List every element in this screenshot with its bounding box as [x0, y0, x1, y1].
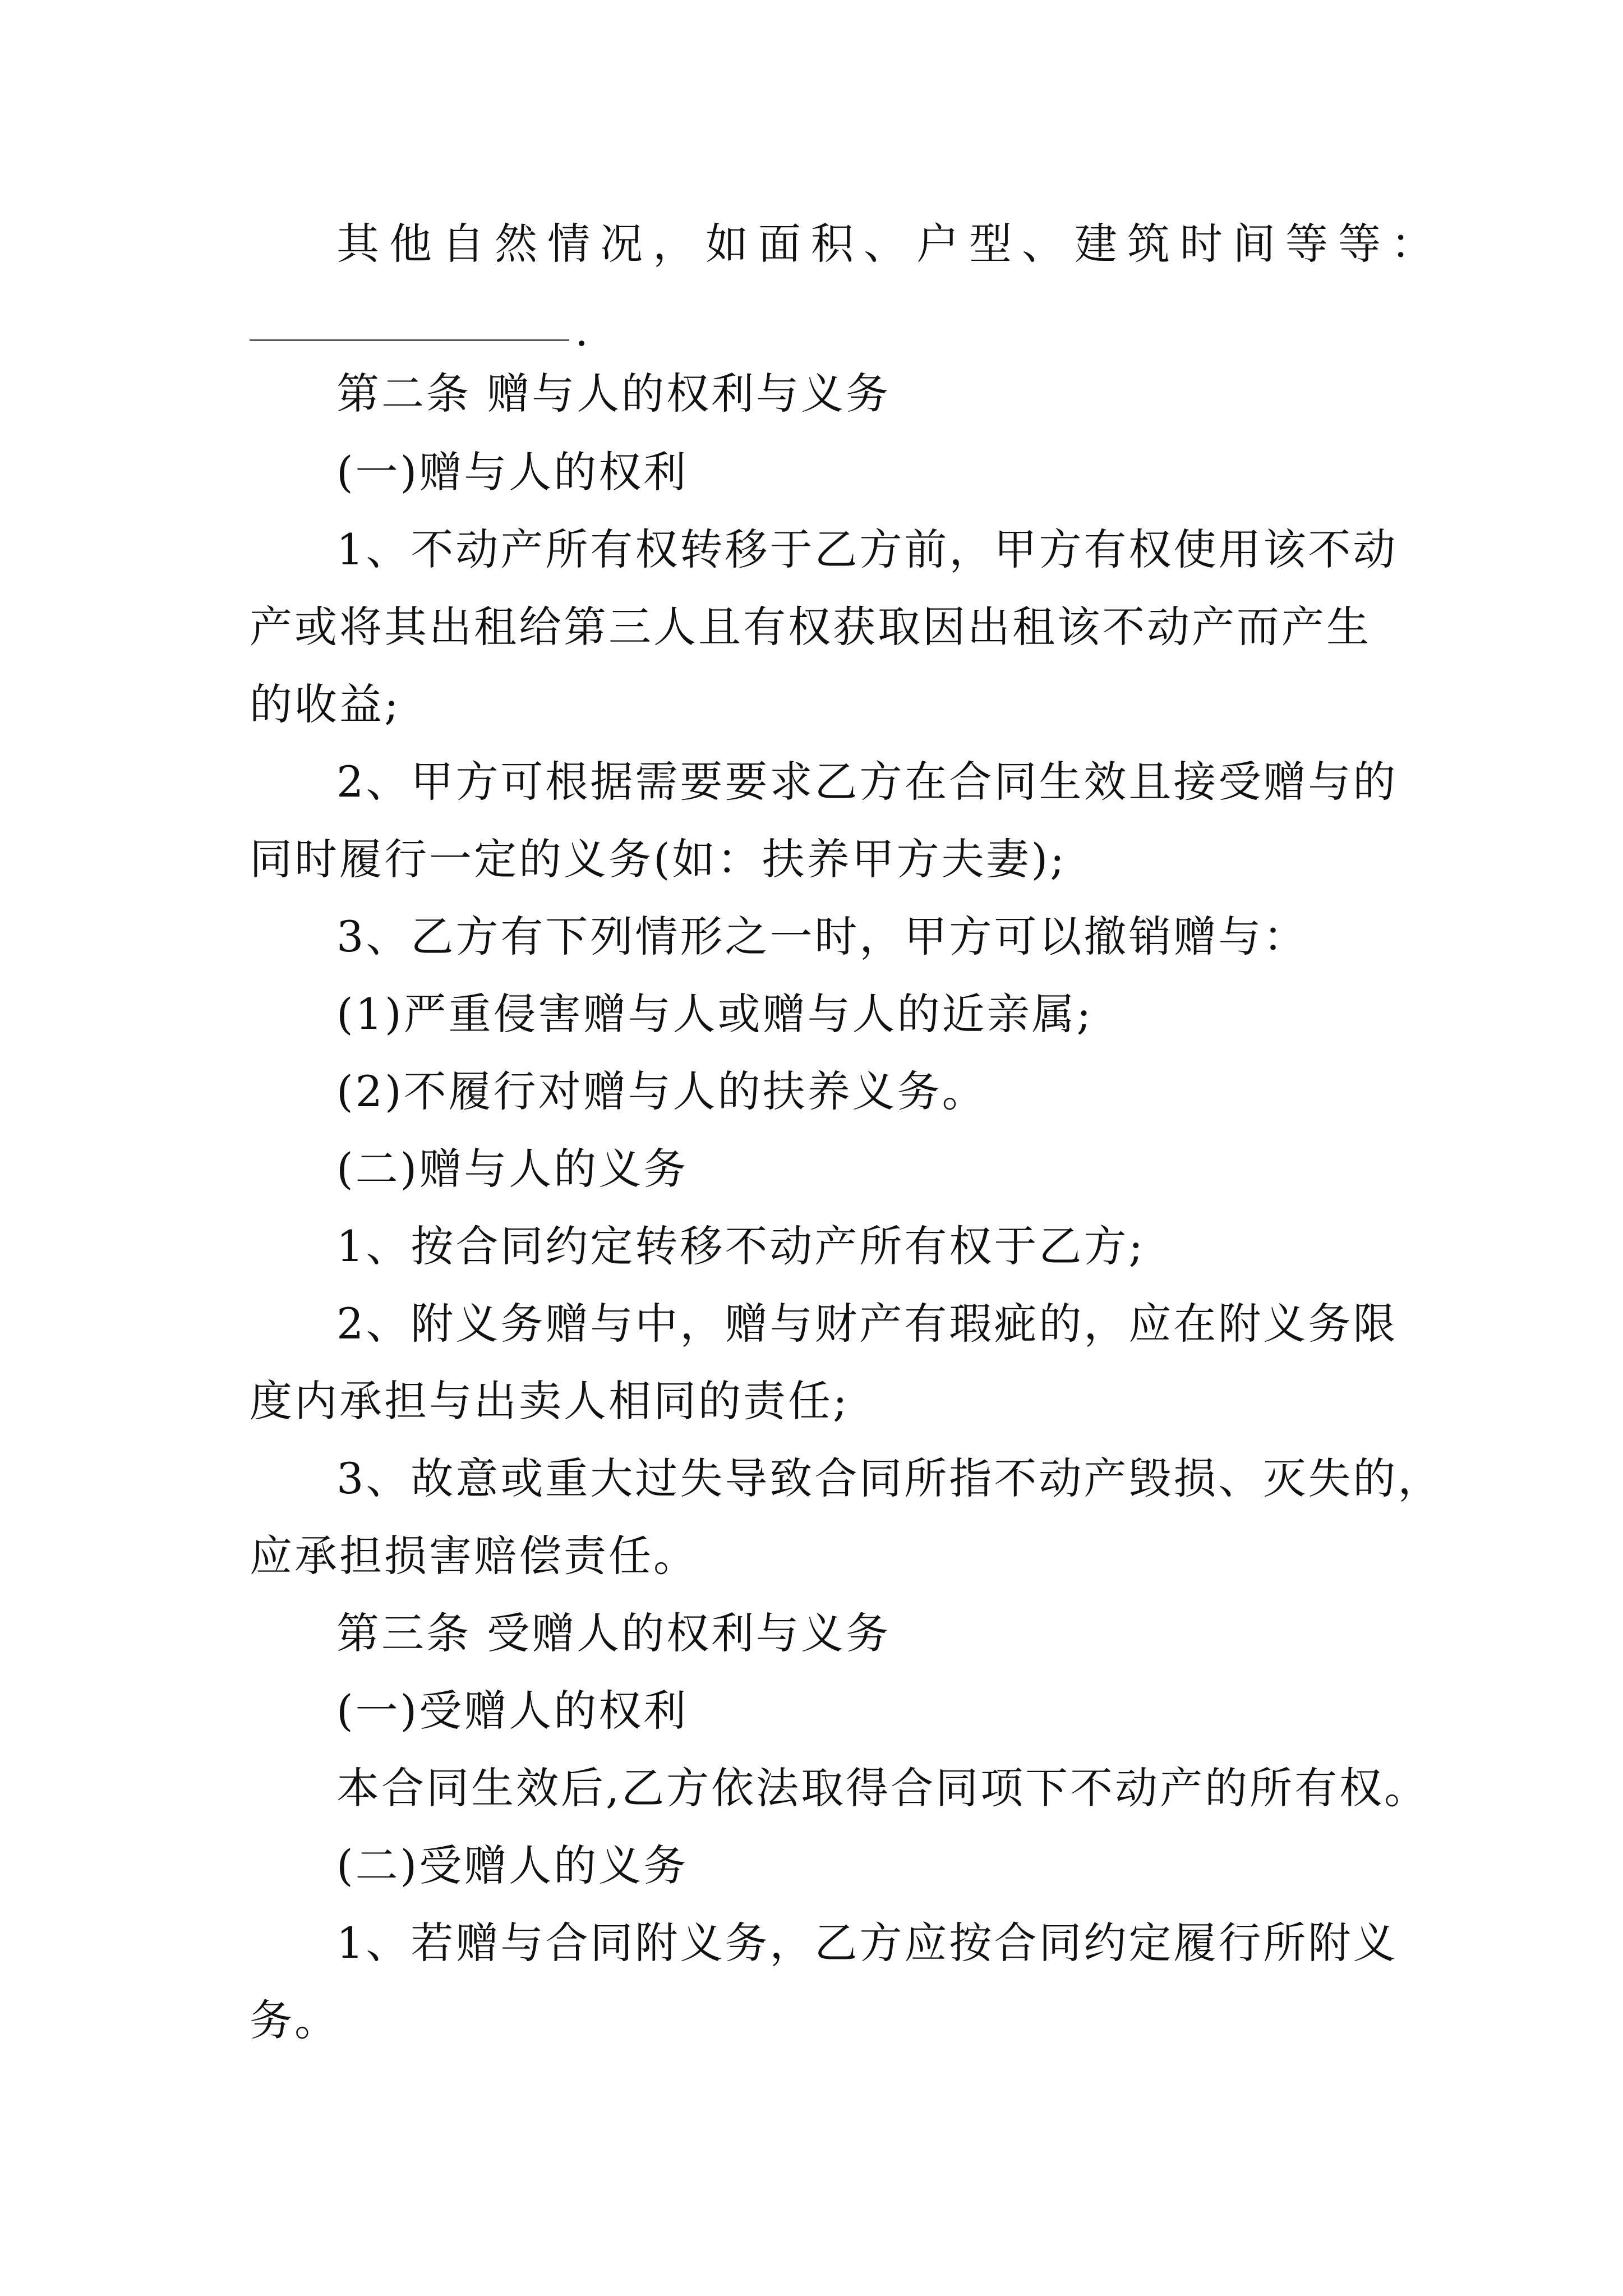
paragraph-line: 2、附义务赠与中，赠与财产有瑕疵的，应在附义务限: [336, 1299, 1398, 1349]
paragraph-line: 的收益;: [250, 679, 401, 729]
paragraph-line: 1、不动产所有权转移于乙方前，甲方有权使用该不动: [336, 524, 1398, 574]
paragraph-line: 度内承担与出卖人相同的责任;: [250, 1376, 850, 1426]
blank-period: .: [575, 306, 589, 356]
paragraph-line: 1、若赠与合同附义务，乙方应按合同约定履行所附义: [336, 1918, 1398, 1968]
paragraph-line: 3、乙方有下列情形之一时，甲方可以撤销赠与：: [336, 912, 1308, 961]
paragraph-line: 务。: [250, 1995, 339, 2045]
section-heading: (二)受赠人的义务: [336, 1841, 689, 1890]
section-heading: (一)赠与人的权利: [336, 447, 689, 497]
paragraph-line: 同时履行一定的义务(如：扶养甲方夫妻);: [250, 834, 1067, 884]
section-heading: (一)受赠人的权利: [336, 1686, 689, 1736]
paragraph-line: 应承担损害赔偿责任。: [250, 1531, 698, 1581]
paragraph-line: 3、故意或重大过失导致合同所指不动产毁损、灭失的，: [336, 1453, 1443, 1503]
paragraph-line: 其他自然情况，如面积、户型、建筑时间等等：: [336, 219, 1444, 269]
list-item: (1)严重侵害赠与人或赠与人的近亲属;: [336, 989, 1094, 1039]
paragraph-line: 本合同生效后,乙方依法取得合同项下不动产的所有权。: [336, 1763, 1430, 1813]
paragraph-line: 1、按合同约定转移不动产所有权于乙方;: [336, 1221, 1145, 1271]
paragraph-line: 2、甲方可根据需要要求乙方在合同生效且接受赠与的: [336, 757, 1398, 807]
section-heading: (二)赠与人的义务: [336, 1144, 689, 1194]
article-heading: 第二条 赠与人的权利与义务: [336, 369, 891, 418]
list-item: (2)不履行对赠与人的扶养义务。: [336, 1066, 987, 1116]
article-heading: 第三条 受赠人的权利与义务: [336, 1608, 891, 1658]
paragraph-line: 产或将其出租给第三人且有权获取因出租该不动产而产生: [250, 602, 1371, 652]
fill-in-blank: [250, 339, 569, 341]
